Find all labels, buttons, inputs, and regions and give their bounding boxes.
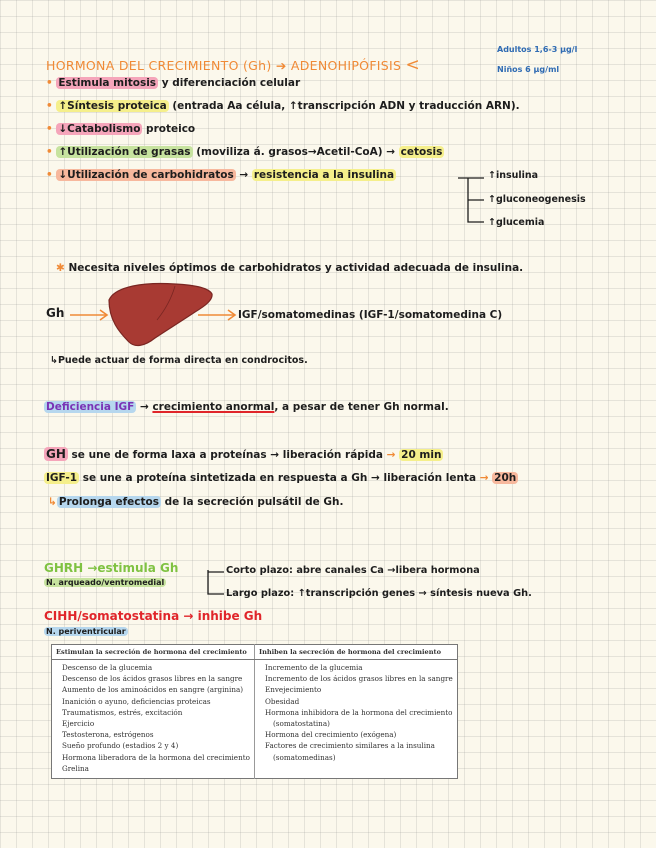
bullet: • [46, 100, 53, 112]
gh-binding-text: se une de forma laxa a proteínas → [67, 449, 283, 461]
arrow-to-liver [70, 308, 110, 322]
effect-highlight: ↓Catabolismo [58, 123, 141, 135]
deficiency-highlight: Deficiencia IGF [46, 401, 135, 413]
effect-highlight: ↑Síntesis proteica [58, 100, 167, 112]
deficiency-line [44, 401, 449, 413]
bullet: • [46, 146, 53, 158]
effect-text: (entrada Aa célula, ↑transcripción ADN y traducción ARN). [168, 100, 520, 112]
title-gland: ADENOHIPÓFISIS [290, 58, 402, 73]
effect-text: → [235, 169, 252, 181]
effect-text: proteico [142, 123, 196, 135]
effect-text: y diferenciación celular [158, 77, 301, 89]
list-item: Incremento de los ácidos grasos libres en la sangre [265, 674, 453, 684]
adults-level: Adultos 1,6-3 µg/l [497, 45, 578, 54]
list-item: Descenso de los ácidos grasos libres en la sangre [62, 674, 243, 684]
ghrh-nucleus-text: N. arqueado/ventromedial [46, 578, 165, 587]
igf-text: IGF/somatomedinas (IGF-1/somatomedina C) [238, 309, 503, 321]
effect-4 [46, 146, 444, 158]
title-arrow: ➔ [275, 58, 287, 73]
note-text: Necesita niveles óptimos de carbohidratos y actividad adecuada de insulina. [68, 262, 524, 274]
children-level: Niños 6 µg/ml [497, 65, 560, 74]
inhibit-column [255, 660, 458, 779]
gh-label: GH [46, 447, 66, 461]
branch-connector [456, 172, 488, 228]
effect-highlight: Estimula mitosis [58, 77, 157, 89]
list-item: Envejecimiento [265, 685, 322, 695]
insulin-effect-2: ↑gluconeogenesis [488, 194, 586, 205]
table-header-inhibit: Inhiben la secreción de hormona del crecimiento [255, 645, 458, 660]
gh-release: liberación rápida [282, 449, 384, 461]
effect-tail: resistencia a la insulina [253, 169, 395, 181]
secretion-table [51, 644, 458, 779]
ghrh-long-term: Largo plazo: ↑transcripción genes → síntesis nueva Gh. [226, 588, 532, 599]
deficiency-arrow: → [139, 401, 149, 413]
igf-binding-text: se une a proteína sintetizada en respuesta a Gh → [79, 472, 384, 484]
prolong-line: ↳ Prolonga efectos de la secreción pulsátil de Gh. [48, 496, 344, 508]
igf-binding-line: IGF-1 se une a proteína sintetizada en respuesta a Gh → liberación lenta → 20h [46, 472, 517, 484]
list-item: Obesidad [265, 696, 300, 706]
ghrh-label: GHRH →estimula Gh [44, 561, 179, 575]
table-row [52, 660, 458, 779]
stimulate-column [52, 660, 255, 779]
list-item: Traumatismos, estrés, excitación [62, 707, 183, 717]
list-item: Testosterona, estrógenos [62, 730, 154, 740]
title-hormone: HORMONA DEL CRECIMIENTO (Gh) [46, 58, 272, 73]
gh-time: 20 min [401, 449, 442, 461]
table-header-stimulate: Estimulan la secreción de hormona del crecimiento [52, 645, 255, 660]
ghrh-nucleus [44, 578, 166, 587]
bullet: • [46, 123, 53, 135]
star-icon: ✱ [56, 262, 65, 274]
list-item: Inanición o ayuno, deficiencias proteicas [62, 696, 211, 706]
list-item: Hormona inhibidora de la hormona del crecimiento (somatostatina) [265, 707, 453, 729]
gh-binding-line: GH se une de forma laxa a proteínas → liberación rápida → 20 min [46, 447, 442, 461]
arrow-to-igf [198, 308, 238, 322]
note [56, 262, 523, 274]
effect-highlight: ↓Utilización de carbohidratos [58, 169, 234, 181]
insulin-effect-3: ↑glucemia [488, 217, 545, 228]
table-header-row [52, 645, 458, 660]
bullet: • [46, 169, 53, 181]
bullet: • [46, 77, 53, 89]
igf-release: liberación lenta [383, 472, 477, 484]
list-item: Factores de crecimiento similares a la insulina (somatomedinas) [265, 741, 435, 762]
list-item: Sueño profundo (estadios 2 y 4) [62, 741, 179, 751]
effect-3 [46, 123, 195, 135]
effect-1 [46, 77, 300, 89]
page-title [46, 55, 420, 75]
prolong-text: de la secreción pulsátil de Gh. [160, 496, 344, 508]
effect-tail: cetosis [400, 146, 443, 158]
ghrh-branch [206, 566, 226, 598]
list-item: Ejercicio [62, 719, 95, 729]
list-item: Grelina [62, 763, 89, 773]
list-item: Descenso de la glucemia [62, 663, 153, 672]
direct-action: ↳Puede actuar de forma directa en condrocitos. [50, 355, 308, 366]
list-item: Incremento de la glucemia [265, 663, 363, 672]
effect-5 [46, 169, 396, 181]
deficiency-underlined: crecimiento anormal [152, 401, 275, 413]
igf-time: 20h [494, 472, 517, 484]
ghrh-short-term: Corto plazo: abre canales Ca →libera hormona [226, 565, 480, 576]
effect-2 [46, 100, 520, 112]
deficiency-text: , a pesar de tener Gh normal. [274, 401, 449, 413]
list-item: Hormona del crecimiento (exógena) [265, 730, 397, 740]
chih-nucleus-text: N. periventricular [46, 627, 126, 636]
liver-gh-label: Gh [46, 306, 65, 320]
list-item: Hormona liberadora de la hormona del crecimiento [62, 752, 250, 762]
insulin-effect-1: ↑insulina [488, 170, 539, 181]
list-item: Aumento de los aminoácidos en sangre (arginina) [62, 685, 244, 695]
effect-text: (moviliza á. grasos→Acetil-CoA) → [192, 146, 399, 158]
title-brace: < [405, 55, 421, 75]
igf-label: IGF-1 [46, 472, 78, 484]
chih-label: CIHH/somatostatina → inhibe Gh [44, 609, 263, 623]
chih-nucleus [44, 627, 128, 636]
effect-highlight: ↑Utilización de grasas [58, 146, 191, 158]
prolong-highlight: Prolonga efectos [58, 496, 159, 508]
